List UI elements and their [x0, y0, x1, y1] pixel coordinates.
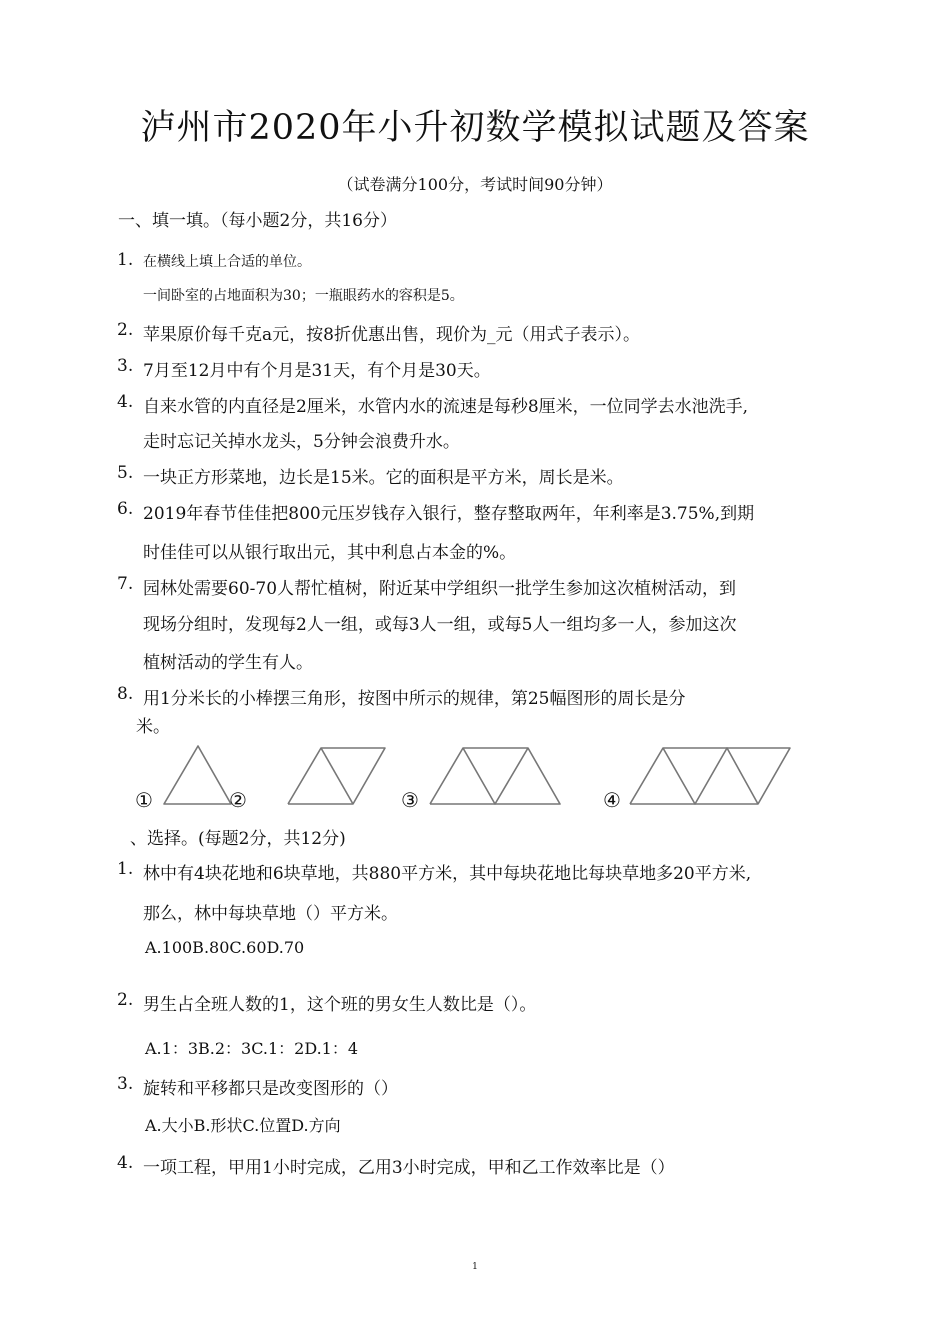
- q1-8-line-1: 用1分米长的小棒摆三角形，按图中所示的规律，第25幅图形的周长是分: [143, 689, 686, 709]
- q1-7-line-1: 园林处需要60-70人帮忙植树，附近某中学组织一批学生参加这次植树活动，到: [143, 579, 737, 599]
- page-title: 泸州市2020年小升初数学模拟试题及答案: [140, 108, 810, 148]
- q1-5-line-1: 一块正方形菜地，边长是15米。它的面积是平方米，周长是米。: [143, 468, 624, 488]
- q2-1-line-1: 林中有4块花地和6块草地，共880平方米，其中每块花地比每块草地多20平方米,: [143, 864, 752, 884]
- q1-4-line-1: 自来水管的内直径是2厘米，水管内水的流速是每秒8厘米，一位同学去水池洗手,: [143, 397, 749, 417]
- q1-6-number: 6.: [117, 499, 134, 519]
- figure-1-triangle: [164, 746, 231, 804]
- q1-6-line-2: 时佳佳可以从银行取出元，其中利息占本金的%。: [143, 543, 517, 563]
- q2-4-line-1: 一项工程，甲用1小时完成，乙用3小时完成，甲和乙工作效率比是（）: [143, 1158, 675, 1178]
- q1-7-number: 7.: [117, 574, 134, 594]
- q2-4-number: 4.: [117, 1153, 134, 1173]
- q1-7-line-2: 现场分组时，发现每2人一组，或每3人一组，或每5人一组均多一人，参加这次: [143, 615, 737, 635]
- section-1-heading: 一、填一填。（每小题2分，共16分）: [118, 211, 397, 231]
- figure-2-divider: [321, 748, 353, 804]
- q1-5-number: 5.: [117, 463, 134, 483]
- figure-3-triangles: [430, 748, 560, 804]
- figure-label-1: ①: [135, 788, 153, 812]
- q1-1-line-1: 在横线上填上合适的单位。: [143, 254, 311, 270]
- q1-6-line-1: 2019年春节佳佳把800元压岁钱存入银行，整存整取两年，年利率是3.75%,到期: [143, 504, 755, 524]
- q1-2-number: 2.: [117, 320, 134, 340]
- figure-label-4: ④: [603, 788, 621, 812]
- q2-1-options: A.100B.80C.60D.70: [145, 938, 305, 957]
- figure-4-triangles: [630, 748, 790, 804]
- exam-info: （试卷满分100分，考试时间90分钟）: [337, 175, 613, 194]
- triangle-pattern-figure: [130, 740, 810, 815]
- q1-1-number: 1.: [117, 250, 134, 270]
- figure-4-divider: [663, 748, 758, 804]
- q2-1-line-2: 那么，林中每块草地（）平方米。: [143, 904, 398, 924]
- section-2-heading: 、选择。(每题2分，共12分): [130, 829, 346, 849]
- q1-7-line-3: 植树活动的学生有人。: [143, 653, 313, 673]
- q2-2-options: A.1：3B.2：3C.1：2D.1：4: [145, 1039, 359, 1058]
- q1-8-line-2: 米。: [136, 717, 170, 737]
- q1-3-line-1: 7月至12月中有个月是31天，有个月是30天。: [143, 361, 491, 381]
- q2-3-line-1: 旋转和平移都只是改变图形的（）: [143, 1079, 398, 1099]
- q1-4-line-2: 走时忘记关掉水龙头，5分钟会浪费升水。: [143, 432, 460, 452]
- figure-label-2: ②: [229, 788, 247, 812]
- q1-4-number: 4.: [117, 392, 134, 412]
- q2-1-number: 1.: [117, 859, 134, 879]
- q2-2-line-1: 男生占全班人数的1，这个班的男女生人数比是（）。: [143, 995, 537, 1015]
- q1-2-line-1: 苹果原价每千克a元，按8折优惠出售，现价为_元（用式子表示）。: [143, 325, 640, 345]
- q2-3-options: A.大小B.形状C.位置D.方向: [145, 1116, 341, 1135]
- figure-3-divider: [463, 748, 528, 804]
- q1-8-number: 8.: [117, 684, 134, 704]
- page-number: 1: [472, 1262, 478, 1272]
- q1-3-number: 3.: [117, 356, 134, 376]
- q2-2-number: 2.: [117, 990, 134, 1010]
- q2-3-number: 3.: [117, 1074, 134, 1094]
- q1-1-line-2: 一间卧室的占地面积为30；一瓶眼药水的容积是5。: [143, 288, 464, 304]
- figure-label-3: ③: [401, 788, 419, 812]
